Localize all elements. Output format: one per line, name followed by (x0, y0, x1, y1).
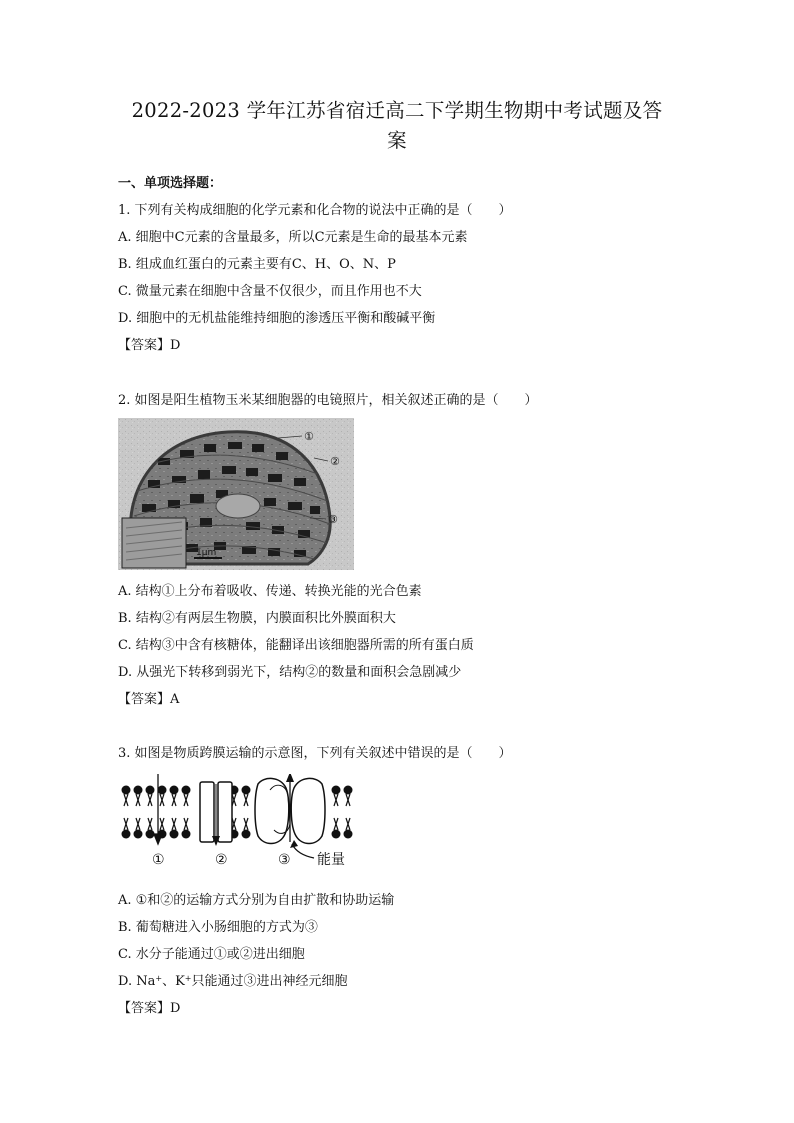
option-d-part-b: 、K (162, 974, 185, 989)
arrow-1 (154, 774, 162, 844)
option-d-part-a: D. Na (118, 974, 156, 989)
starch-grain (216, 494, 260, 518)
section-heading: 一、单项选择题： (118, 176, 223, 191)
question-1-answer: 【答案】D (118, 338, 181, 353)
question-2-option-c: C. 结构③中含有核糖体，能翻译出该细胞器所需的所有蛋白质 (118, 638, 474, 653)
question-3-option-a: A. ①和②的运输方式分别为自由扩散和协助运输 (118, 893, 395, 908)
question-1-option-c: C. 微量元素在细胞中含量不仅很少，而且作用也不大 (118, 284, 422, 299)
option-d-part-c: 只能通过③进出神经元细胞 (191, 974, 348, 989)
question-1-option-b: B. 组成血红蛋白的元素主要有C、H、O、N、P (118, 257, 396, 272)
chloroplast-micrograph-figure (118, 418, 354, 570)
transport-label-2: ② (215, 852, 228, 868)
title-line-2: 案 (387, 129, 407, 152)
question-2-option-b: B. 结构②有两层生物膜，内膜面积比外膜面积大 (118, 611, 396, 626)
question-3-stem: 3. 如图是物质跨膜运输的示意图，下列有关叙述中错误的是（ ） (118, 746, 512, 761)
transport-label-1: ① (152, 852, 165, 868)
question-1-stem: 1. 下列有关构成细胞的化学元素和化合物的说法中正确的是（ ） (118, 203, 512, 218)
question-3-option-b: B. 葡萄糖进入小肠细胞的方式为③ (118, 920, 318, 935)
question-3-option-d (118, 970, 348, 989)
page-title (110, 96, 684, 156)
question-1-option-d: D. 细胞中的无机盐能维持细胞的渗透压平衡和酸碱平衡 (118, 311, 436, 326)
option-d-sup-2: + (184, 974, 192, 983)
channel-protein (200, 782, 232, 846)
title-line-1: 2022-2023 学年江苏省宿迁高二下学期生物期中考试题及答 (131, 99, 663, 122)
question-2-answer: 【答案】A (118, 692, 180, 707)
question-1-option-a: A. 细胞中C元素的含量最多，所以C元素是生命的最基本元素 (118, 230, 468, 245)
figure-label-3: ③ (328, 513, 338, 526)
carrier-protein (255, 774, 325, 844)
question-2-option-a: A. 结构①上分布着吸收、传递、转换光能的光合色素 (118, 584, 422, 599)
question-3-option-c: C. 水分子能通过①或②进出细胞 (118, 947, 305, 962)
scale-bar-label: 1μm (196, 548, 217, 558)
question-2-option-d: D. 从强光下转移到弱光下，结构②的数量和面积会急剧减少 (118, 665, 462, 680)
membrane-transport-figure (118, 774, 368, 874)
figure-label-2: ② (330, 455, 340, 468)
question-2-stem: 2. 如图是阳生植物玉米某细胞器的电镜照片，相关叙述正确的是（ ） (118, 393, 538, 408)
question-3-answer: 【答案】D (118, 1001, 181, 1016)
energy-label: 能量 (317, 852, 345, 868)
figure-label-1: ① (304, 430, 314, 443)
option-d-sup-1: + (155, 974, 163, 983)
transport-label-3: ③ (278, 852, 291, 868)
